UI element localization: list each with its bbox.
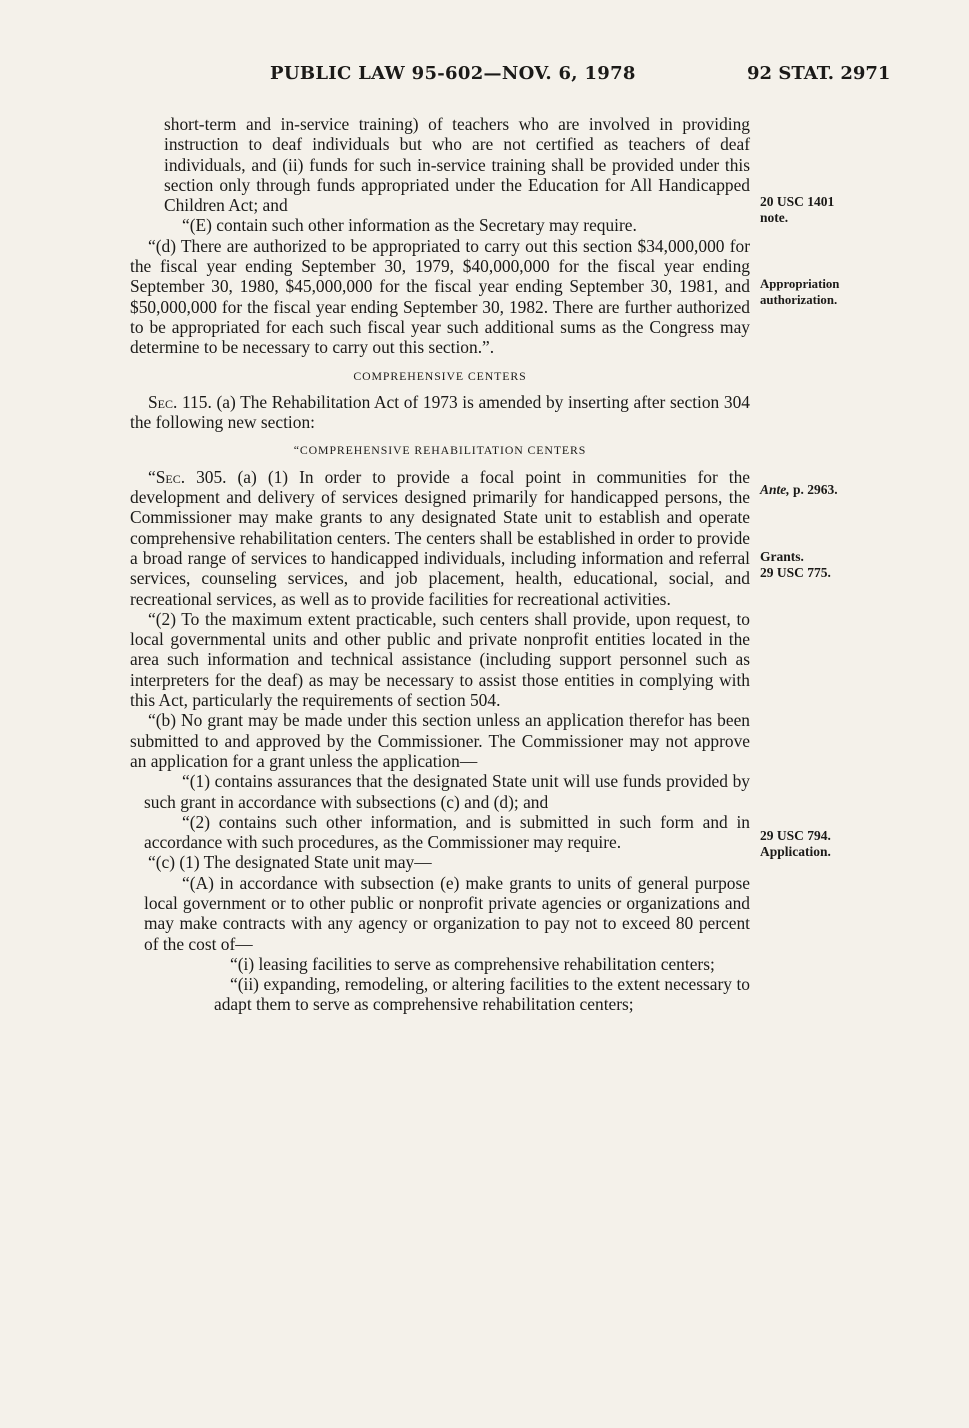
margin-note-line: Grants.	[760, 549, 804, 564]
margin-note-line: p. 2963.	[789, 482, 838, 497]
margin-note-line: 29 USC 794.	[760, 828, 831, 843]
margin-note-line: authorization.	[760, 293, 838, 307]
paragraph-b-1: “(1) contains assurances that the designated State unit will use funds provided by such grant in accordance with subsections (c) and (d); and	[144, 771, 750, 812]
margin-note-ante	[760, 482, 838, 498]
section-305-text: (a) (1) In order to provide a focal point in communities for the development and delivery of services designed primarily for handicapped persons, the Commissioner may make grants to any designated State unit to establish and operate comprehensive rehabilitation centers. The centers shall be established in order to provide a broad range of services to handicapped individuals, including information and referral services, counseling services, and job placement, health, educational, social, and recreational services, as well as to provide facilities for recreational activities.	[130, 466, 750, 609]
margin-note-line: 29 USC 775.	[760, 565, 831, 580]
section-305-a-1	[130, 467, 750, 609]
paragraph-b: “(b) No grant may be made under this section unless an application therefor has been submitted to and approved by the Commissioner. The Commissioner may not approve an application for a grant unless the application—	[130, 710, 750, 771]
section-115-paragraph	[130, 392, 750, 433]
running-title: PUBLIC LAW 95-602—NOV. 6, 1978	[270, 63, 636, 84]
margin-note-grants	[760, 549, 831, 581]
paragraph-a-2: “(2) To the maximum extent practicable, such centers shall provide, upon request, to local governmental units and other public and private nonprofit entities located in the area such information and technical assistance (including support personnel such as interpreters for the deaf) as may be necessary to assist those entities in complying with this Act, particularly the requirements of section 504.	[130, 608, 750, 711]
page-header	[0, 63, 969, 93]
paragraph-c-1-A: “(A) in accordance with subsection (e) make grants to units of general purpose local government or to other public or nonprofit private agencies or organizations and may make contracts with any agency or organization to pay not to exceed 80 percent of the cost of—	[144, 872, 750, 954]
margin-note-20-usc-1401	[760, 194, 834, 226]
margin-note-italic: Ante,	[760, 482, 790, 497]
paragraph-b-2: “(2) contains such other information, and is submitted in such form and in accordance with such procedures, as the Commissioner may require.	[144, 811, 750, 853]
margin-note-line: Appropriation	[760, 277, 840, 291]
body-text	[130, 114, 750, 1015]
paragraph-d-continued: short-term and in-service training) of teachers who are involved in providing instruction to deaf individuals but who are not certified as teachers of deaf individuals, and (ii) funds for such in-service training shall be provided under this section only through funds appropriated under the Education for All Handicapped Children Act; and	[164, 114, 750, 216]
paragraph-c-1-A-i: “(i) leasing facilities to serve as comprehensive rehabilitation centers;	[230, 953, 715, 974]
margin-note-line: note.	[760, 210, 789, 225]
section-number: Sec. 115.	[148, 391, 212, 412]
section-heading-comprehensive-centers: COMPREHENSIVE CENTERS	[353, 368, 527, 383]
paragraph-c-1-A-ii: “(ii) expanding, remodeling, or altering facilities to the extent necessary to adapt them to serve as comprehensive rehabilitation centers;	[214, 974, 750, 1015]
margin-note-line: 20 USC 1401	[760, 194, 835, 209]
margin-note-application	[760, 828, 831, 860]
paragraph-E: “(E) contain such other information as the Secretary may require.	[182, 215, 637, 236]
section-heading-rehab-centers: “COMPREHENSIVE REHABILITATION CENTERS	[293, 443, 587, 458]
paragraph-appropriations: “(d) There are authorized to be appropriated to carry out this section $34,000,000 for the fiscal year ending September 30, 1979, $40,000,000 for the fiscal year ending September 30, 1980, $45,000,000 for the fiscal year ending September 30, 1981, and $50,000,000 for the fiscal year ending September 30, 1982. There are further authorized to be appropriated for each such fiscal year such additional sums as the Congress may determine to be necessary to carry out this section.”.	[130, 235, 750, 358]
stat-page-number: 92 STAT. 2971	[747, 63, 891, 84]
margin-note-line: Application.	[760, 844, 831, 859]
section-number: “Sec. 305.	[148, 466, 227, 487]
paragraph-c-1: “(c) (1) The designated State unit may—	[148, 852, 432, 873]
margin-note-appropriation	[760, 276, 839, 308]
section-115-text: (a) The Rehabilitation Act of 1973 is amended by inserting after section 304 the following new section:	[130, 391, 750, 433]
